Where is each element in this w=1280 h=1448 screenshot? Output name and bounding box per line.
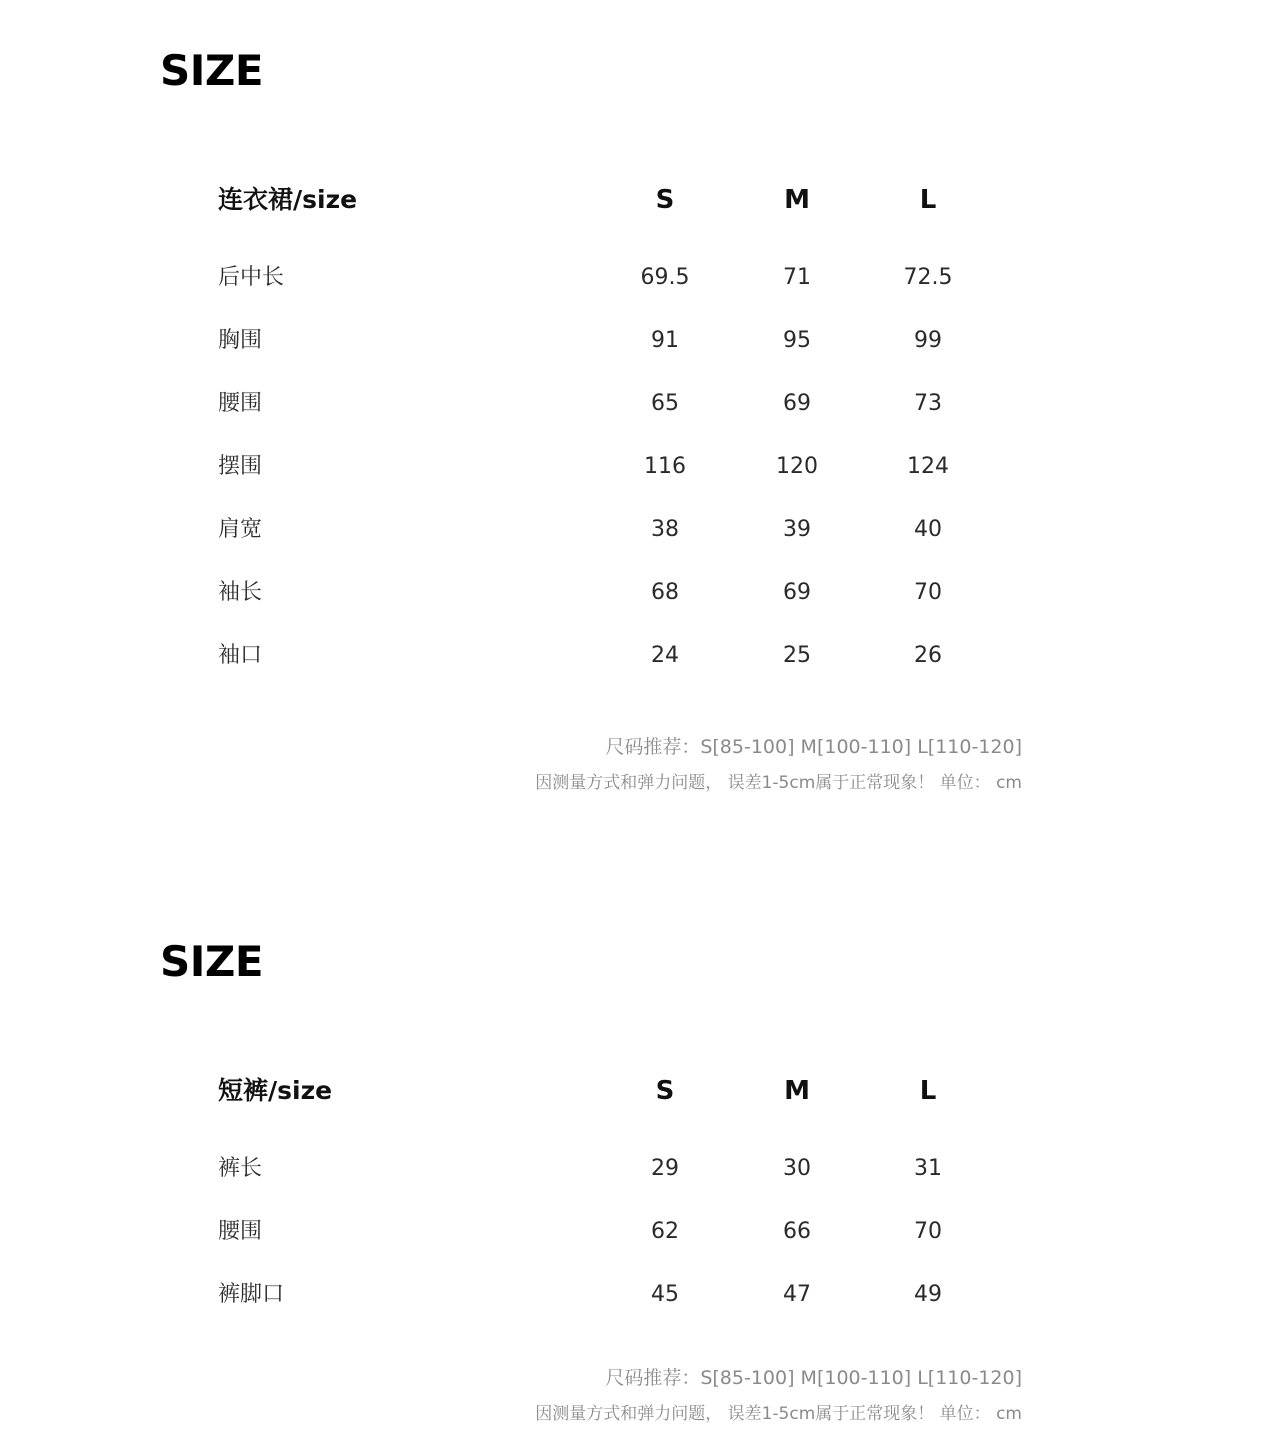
size-column-m: M	[784, 185, 810, 215]
row-label: 摆围	[218, 454, 263, 479]
value-s: 38	[651, 517, 679, 542]
row-label: 袖长	[218, 580, 263, 605]
row-label: 袖口	[218, 643, 263, 668]
value-m: 95	[783, 328, 811, 353]
size-column-s: S	[655, 1076, 675, 1106]
value-s: 62	[651, 1219, 679, 1244]
value-l: 73	[914, 391, 942, 416]
value-l: 70	[914, 1219, 942, 1244]
value-s: 91	[651, 328, 679, 353]
value-l: 99	[914, 328, 942, 353]
value-m: 71	[783, 265, 811, 290]
value-s: 24	[651, 643, 679, 668]
size-column-l: L	[919, 185, 937, 215]
value-m: 30	[783, 1156, 811, 1181]
row-label: 胸围	[218, 328, 263, 353]
size-recommendation-note: 尺码推荐：S[85-100] M[100-110] L[110-120]	[605, 1367, 1022, 1389]
row-label: 裤长	[218, 1156, 263, 1181]
size-heading: SIZE	[160, 937, 264, 986]
measurement-error-note: 因测量方式和弹力问题， 误差1-5cm属于正常现象！ 单位： cm	[535, 1404, 1022, 1424]
value-l: 70	[914, 580, 942, 605]
value-m: 66	[783, 1219, 811, 1244]
table-row	[0, 1212, 1280, 1252]
size-table-header	[0, 180, 1280, 220]
value-l: 40	[914, 517, 942, 542]
value-s: 45	[651, 1282, 679, 1307]
value-l: 49	[914, 1282, 942, 1307]
value-m: 69	[783, 580, 811, 605]
table-row	[0, 321, 1280, 361]
size-column-l: L	[919, 1076, 937, 1106]
value-l: 72.5	[903, 265, 953, 290]
measurement-error-note: 因测量方式和弹力问题， 误差1-5cm属于正常现象！ 单位： cm	[535, 773, 1022, 793]
row-label: 后中长	[218, 265, 285, 290]
size-heading: SIZE	[160, 46, 264, 95]
value-m: 69	[783, 391, 811, 416]
row-label: 肩宽	[218, 517, 263, 542]
row-label: 腰围	[218, 1219, 263, 1244]
value-l: 124	[907, 454, 949, 479]
size-recommendation-note: 尺码推荐：S[85-100] M[100-110] L[110-120]	[605, 736, 1022, 758]
table-row	[0, 510, 1280, 550]
value-m: 25	[783, 643, 811, 668]
table-title: 连衣裙/size	[218, 185, 358, 214]
value-s: 65	[651, 391, 679, 416]
row-label: 腰围	[218, 391, 263, 416]
value-s: 29	[651, 1156, 679, 1181]
size-table-header	[0, 1071, 1280, 1111]
table-row	[0, 447, 1280, 487]
value-s: 69.5	[640, 265, 690, 290]
table-row	[0, 636, 1280, 676]
value-l: 31	[914, 1156, 942, 1181]
table-row	[0, 384, 1280, 424]
table-row	[0, 1275, 1280, 1315]
table-row	[0, 1149, 1280, 1189]
table-title: 短裤/size	[218, 1076, 333, 1105]
value-m: 120	[776, 454, 818, 479]
size-column-m: M	[784, 1076, 810, 1106]
value-s: 68	[651, 580, 679, 605]
table-row	[0, 258, 1280, 298]
value-s: 116	[644, 454, 686, 479]
table-row	[0, 573, 1280, 613]
value-m: 47	[783, 1282, 811, 1307]
value-m: 39	[783, 517, 811, 542]
row-label: 裤脚口	[218, 1282, 285, 1307]
value-l: 26	[914, 643, 942, 668]
size-column-s: S	[655, 185, 675, 215]
